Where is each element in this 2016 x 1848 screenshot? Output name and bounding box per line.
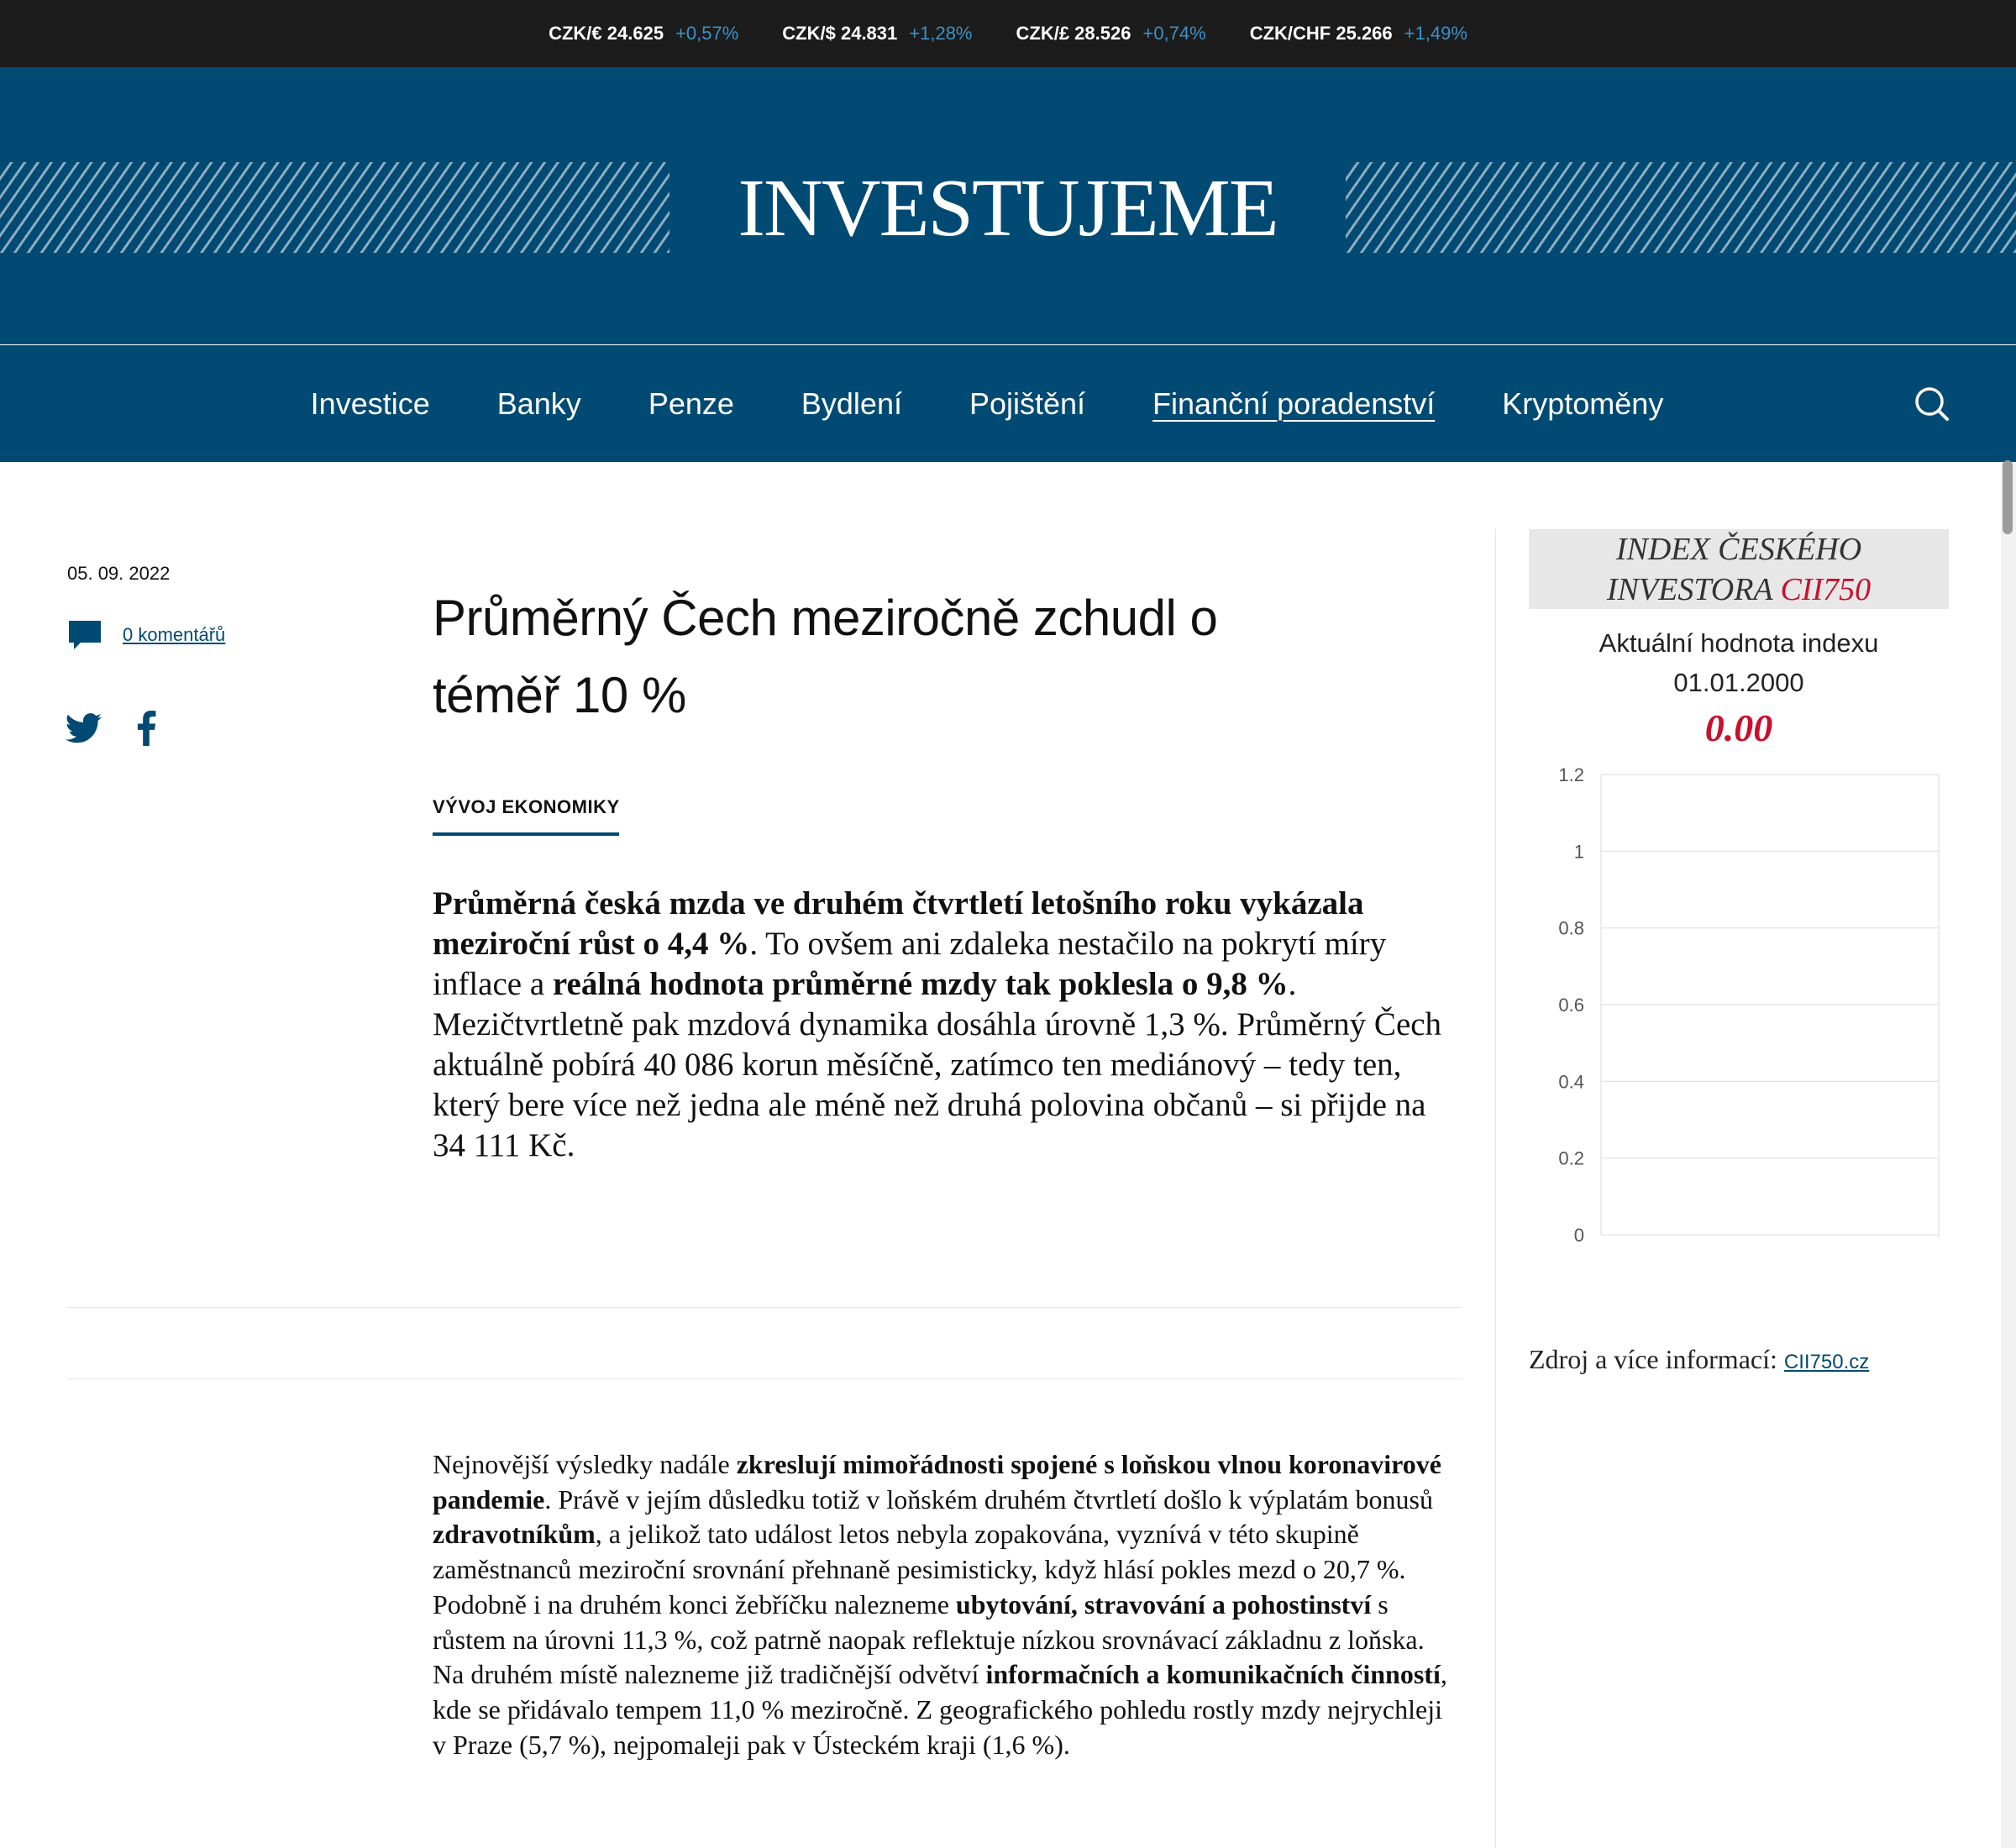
decorative-stripes-right [1346,162,2016,253]
scrollbar-thumb[interactable] [2003,460,2013,534]
sidebar-divider [1495,529,1496,1848]
scrollbar-track[interactable] [2001,462,2016,1848]
ticker-item [1016,23,1206,45]
article-date: 05. 09. 2022 [67,563,171,584]
index-title-prefix: INVESTORA [1606,571,1781,607]
nav-item[interactable]: Banky [496,386,581,421]
index-title-line1: INDEX ČESKÉHO [1615,531,1862,567]
chart-tick-label: 0.4 [1558,1071,1584,1093]
chart-tick-label: 0.2 [1558,1147,1584,1169]
ticker-change: +0,74% [1142,23,1206,44]
twitter-icon[interactable] [66,713,102,748]
emphasis-text: zdravotníkům [433,1519,596,1550]
ticker-rate: CZK/$ 24.831 [782,23,898,44]
divider [67,1378,1462,1379]
text-run: Nejnovější výsledky nadále [433,1449,737,1479]
index-title-line2 [1607,570,1871,610]
article-lead [433,884,1462,1166]
index-source [1529,1344,1869,1375]
text-run: . Právě v jejím důsledku totiž v loňském druhém čtvrtletí došlo k výplatám bonusů [544,1483,1433,1515]
index-value: 0.00 [1704,706,1773,749]
nav-item[interactable]: Kryptoměny [1502,386,1664,421]
nav-items [0,345,2016,462]
text-run: , kde se přidávalo tempem 11,0 % meziročně. Z geografického pohledu rostly mzdy nejrychleji v Praze (5,7 %), nejpomaleji pak v Ústeckém kraji (1,6 %). [433,1659,1447,1760]
text-run: . Mezičtvrtletně pak mzdová dynamika dosáhla úrovně 1,3 %. Průměrný Čech aktuálně pobírá 40 086 korun měsíčně, zatímco ten mediánový – tedy ten, který bere více než jedna ale méně než druhá polovina občanů – si přijde na 34 111 Kč. [433,966,1442,1163]
ticker-item [549,23,738,45]
chart-tick-label: 1.2 [1558,764,1584,785]
index-chart [1529,756,1949,1260]
chart-tick-label: 0.6 [1558,995,1584,1016]
chart-tick-label: 1 [1573,841,1584,863]
ticker-change: +1,49% [1404,23,1467,44]
category-underline [433,832,619,836]
ticker-change: +0,57% [675,23,739,44]
ticker-rate: CZK/€ 24.625 [549,23,664,44]
ticker-item [1250,23,1467,45]
text-run: . To ovšem ani zdaleka nestačilo na pokrytí míry inflace a [433,926,1387,1002]
search-icon[interactable] [1914,386,1950,423]
share-buttons [66,711,156,750]
article-body [433,1447,1462,1762]
emphasis-text: reálná hodnota průměrné mzdy tak poklesla o 9,8 % [552,966,1289,1002]
emphasis-text: zkreslují mimořádnosti spojené s loňskou vlnou koronavirové pandemie [433,1449,1441,1515]
chart-tick-label: 0.8 [1558,917,1584,939]
text-run: , a jelikož tato událost letos nebyla zopakována, vyznívá v této skupině zaměstnanců meziroční srovnání přehnaně pesimisticky, když hlásí pokles mezd o 20,7 %. Podobně i na druhém konci žebříčku nalezneme [433,1519,1406,1620]
nav-item[interactable]: Finanční poradenství [1152,386,1436,421]
index-widget-header [1529,529,1949,609]
comment-icon[interactable] [67,618,102,652]
masthead [0,67,2016,344]
article-category[interactable]: VÝVOJ EKONOMIKY [433,796,620,817]
text-run: s růstem na úrovni 11,3 %, což patrně naopak reflektuje nízkou srovnávací základnu z loňska. Na druhém místě nalezneme již tradičnější odvětví [433,1588,1425,1690]
comments [67,618,225,652]
currency-ticker [0,0,2016,67]
emphasis-text: Průměrná česká mzda ve druhém čtvrtletí letošního roku vykázala meziroční růst o 4,4 % [433,885,1364,962]
ticker-item [782,23,972,45]
chart-tick-label: 0 [1573,1225,1584,1246]
site-logo[interactable]: INVESTUJEME [738,162,1278,254]
nav-item[interactable]: Pojištění [969,386,1086,421]
index-value-label: Aktuální hodnota indexu [1599,628,1879,658]
ticker-rate: CZK/CHF 25.266 [1249,23,1393,44]
source-label: Zdroj a více informací: [1529,1344,1777,1374]
facebook-icon[interactable] [136,711,156,750]
emphasis-text: ubytování, stravování a pohostinství [955,1588,1372,1620]
main-navigation [0,345,2016,462]
index-value-date: 01.01.2000 [1673,668,1804,697]
divider [67,1307,1462,1308]
article-title: Průměrný Čech meziročně zchudl o téměř 10 % [433,590,1218,723]
source-link[interactable]: CII750.cz [1783,1351,1870,1373]
index-code: CII750 [1780,571,1872,607]
nav-item[interactable]: Bydlení [801,386,902,421]
comments-link[interactable]: 0 komentářů [123,624,226,645]
nav-item[interactable]: Investice [310,386,430,421]
ticker-change: +1,28% [909,23,973,44]
emphasis-text: informačních a komunikačních činností [985,1659,1441,1690]
decorative-stripes-left [0,162,669,253]
ticker-rate: CZK/£ 28.526 [1016,23,1131,44]
nav-item[interactable]: Penze [648,386,734,421]
